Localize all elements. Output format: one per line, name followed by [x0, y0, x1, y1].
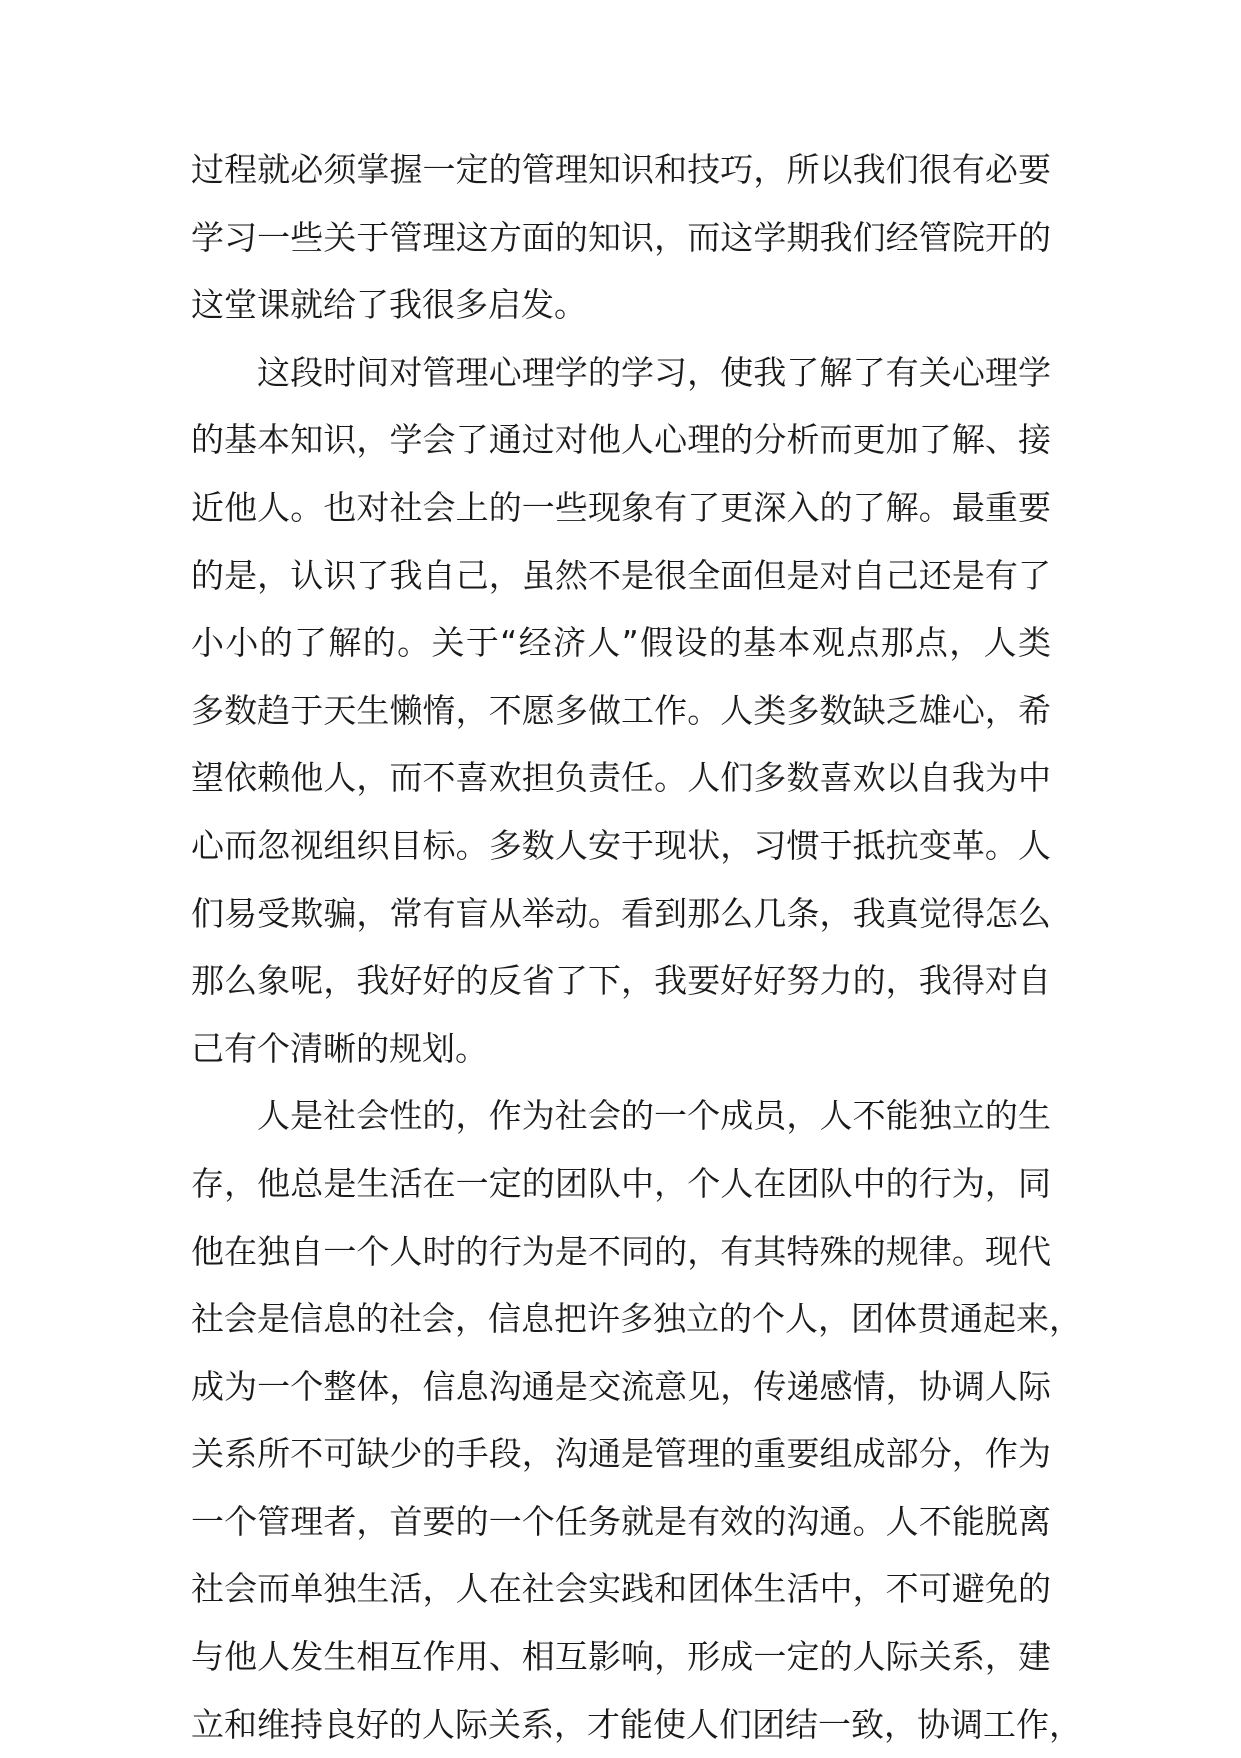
paragraph-line: 他在独自一个人时的行为是不同的，有其特殊的规律。现代 [191, 1231, 1051, 1271]
paragraph-line: 那么象呢，我好好的反省了下，我要好好努力的，我得对自 [191, 961, 1051, 1001]
paragraph-line: 这堂课就给了我很多启发。 [191, 285, 587, 325]
paragraph-line: 立和维持良好的人际关系，才能使人们团结一致，协调工作， [191, 1704, 1082, 1744]
paragraph-line: 小小的了解的。关于“经济人”假设的基本观点那点，人类 [191, 623, 1051, 663]
paragraph-3 [191, 1082, 1082, 1758]
paragraph-line: 学习一些关于管理这方面的知识，而这学期我们经管院开的 [191, 217, 1051, 257]
document-body [191, 136, 1082, 1758]
paragraph-1 [191, 136, 1051, 339]
paragraph-line: 社会而单独生活，人在社会实践和团体生活中，不可避免的 [191, 1569, 1051, 1609]
paragraph-line: 心而忽视组织目标。多数人安于现状，习惯于抵抗变革。人 [191, 825, 1051, 865]
paragraph-line: 望依赖他人，而不喜欢担负责任。人们多数喜欢以自我为中 [191, 758, 1051, 798]
paragraph-line: 关系所不可缺少的手段，沟通是管理的重要组成部分，作为 [191, 1434, 1051, 1474]
paragraph-line: 己有个清晰的规划。 [191, 1028, 488, 1068]
paragraph-line: 存，他总是生活在一定的团队中，个人在团队中的行为，同 [191, 1163, 1051, 1203]
paragraph-line: 这段时间对管理心理学的学习，使我了解了有关心理学 [257, 352, 1051, 392]
paragraph-line: 近他人。也对社会上的一些现象有了更深入的了解。最重要 [191, 487, 1051, 527]
paragraph-line: 的基本知识，学会了通过对他人心理的分析而更加了解、接 [191, 420, 1051, 460]
paragraph-line: 社会是信息的社会，信息把许多独立的个人，团体贯通起来， [191, 1299, 1082, 1339]
paragraph-line: 成为一个整体，信息沟通是交流意见，传递感情，协调人际 [191, 1366, 1051, 1406]
paragraph-line: 一个管理者，首要的一个任务就是有效的沟通。人不能脱离 [191, 1501, 1051, 1541]
paragraph-line: 过程就必须掌握一定的管理知识和技巧，所以我们很有必要 [191, 150, 1051, 189]
paragraph-line: 多数趋于天生懒惰，不愿多做工作。人类多数缺乏雄心，希 [191, 690, 1051, 730]
paragraph-line: 人是社会性的，作为社会的一个成员，人不能独立的生 [257, 1096, 1051, 1136]
paragraph-line: 们易受欺骗，常有盲从举动。看到那么几条，我真觉得怎么 [191, 893, 1051, 933]
paragraph-line: 的是，认识了我自己，虽然不是很全面但是对自己还是有了 [191, 555, 1051, 595]
paragraph-2 [191, 339, 1051, 1083]
paragraph-line: 与他人发生相互作用、相互影响，形成一定的人际关系，建 [191, 1637, 1051, 1677]
